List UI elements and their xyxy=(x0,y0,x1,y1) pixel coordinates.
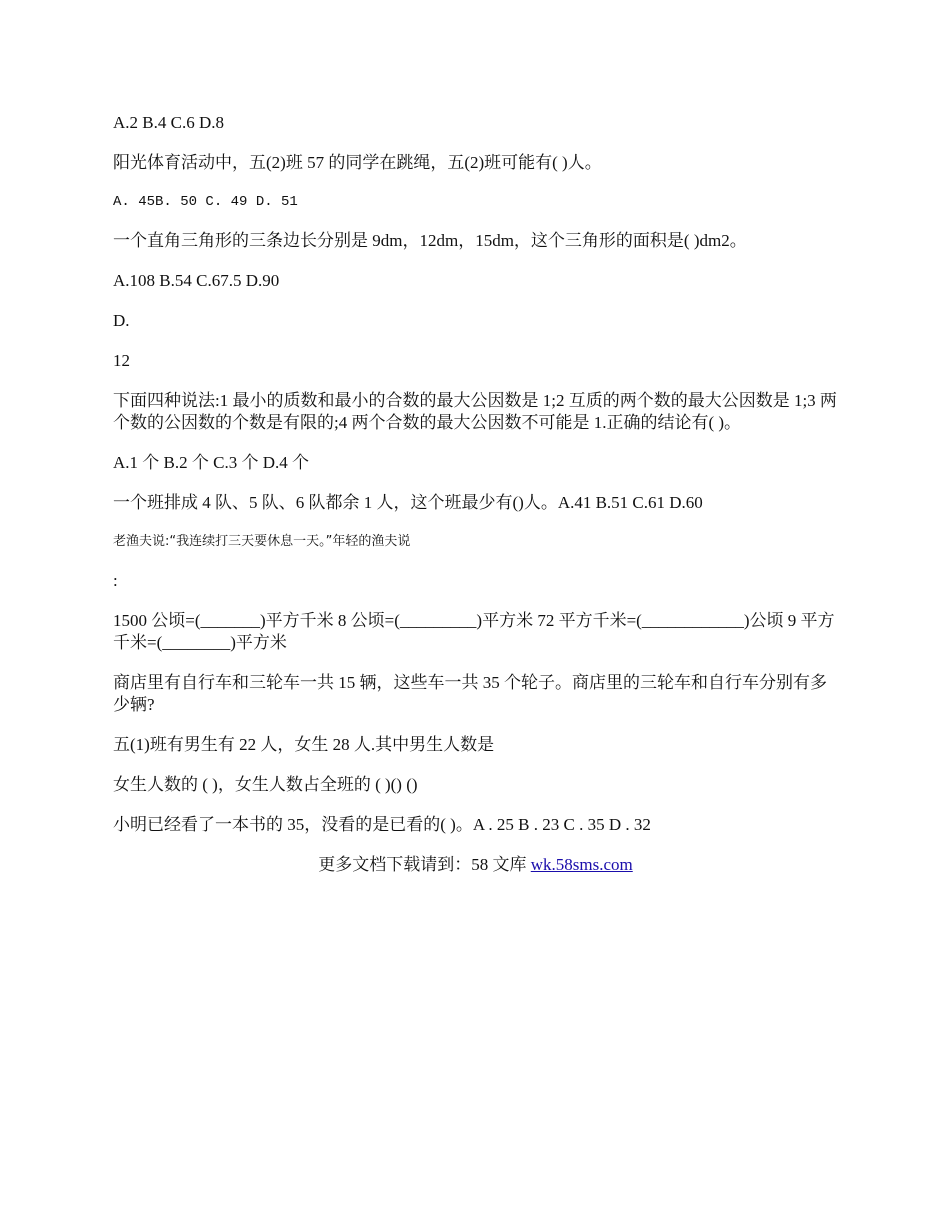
footer-line xyxy=(113,854,838,876)
question-class-students-cont: 女生人数的 ( )，女生人数占全班的 ( )() () xyxy=(113,775,418,794)
text-fragment-colon: : xyxy=(113,571,118,590)
options-line-1: A.2 B.4 C.6 D.8 xyxy=(113,113,224,132)
question-bicycles-tricycles: 商店里有自行车和三轮车一共 15 辆，这些车一共 35 个轮子。商店里的三轮车和自行车分别有多少辆? xyxy=(113,673,827,714)
question-jump-rope: 阳光体育活动中，五(2)班 57 的同学在跳绳，五(2)班可能有( )人。 xyxy=(113,153,602,172)
document-body xyxy=(113,112,838,876)
question-class-students: 五(1)班有男生有 22 人，女生 28 人.其中男生人数是 xyxy=(113,735,495,754)
question-four-statements: 下面四种说法:1 最小的质数和最小的合数的最大公因数是 1;2 互质的两个数的最大公因数是 1;3 两个数的公因数的个数是有限的;4 两个合数的最大公因数不可能是 1.正确的结论有( )。 xyxy=(113,391,837,432)
question-triangle-area: 一个直角三角形的三条边长分别是 9dm，12dm，15dm，这个三角形的面积是( )dm2。 xyxy=(113,231,747,250)
options-line-3: A.108 B.54 C.67.5 D.90 xyxy=(113,271,280,290)
footer-link[interactable]: wk.58sms.com xyxy=(530,855,633,874)
question-fisherman: 老渔夫说:“我连续打三天要休息一天。”年轻的渔夫说 xyxy=(113,534,411,549)
question-unit-conversion: 1500 公顷=(_______)平方千米 8 公顷=(_________)平方米 72 平方千米=(____________)公顷 9 平方千米=(________)平方米 xyxy=(113,611,835,652)
question-book-reading: 小明已经看了一本书的 35，没看的是已看的( )。A . 25 B . 23 C . 35 D . 32 xyxy=(113,815,651,834)
options-line-4: A.1 个 B.2 个 C.3 个 D.4 个 xyxy=(113,453,309,472)
options-line-2: A. 45B. 50 C. 49 D. 51 xyxy=(113,194,298,210)
footer-prefix: 更多文档下载请到：58 文库 xyxy=(318,855,531,874)
text-fragment-12: 12 xyxy=(113,351,130,370)
question-class-queue: 一个班排成 4 队、5 队、6 队都余 1 人，这个班最少有()人。A.41 B.51 C.61 D.60 xyxy=(113,493,703,512)
text-fragment-d: D. xyxy=(113,311,130,330)
